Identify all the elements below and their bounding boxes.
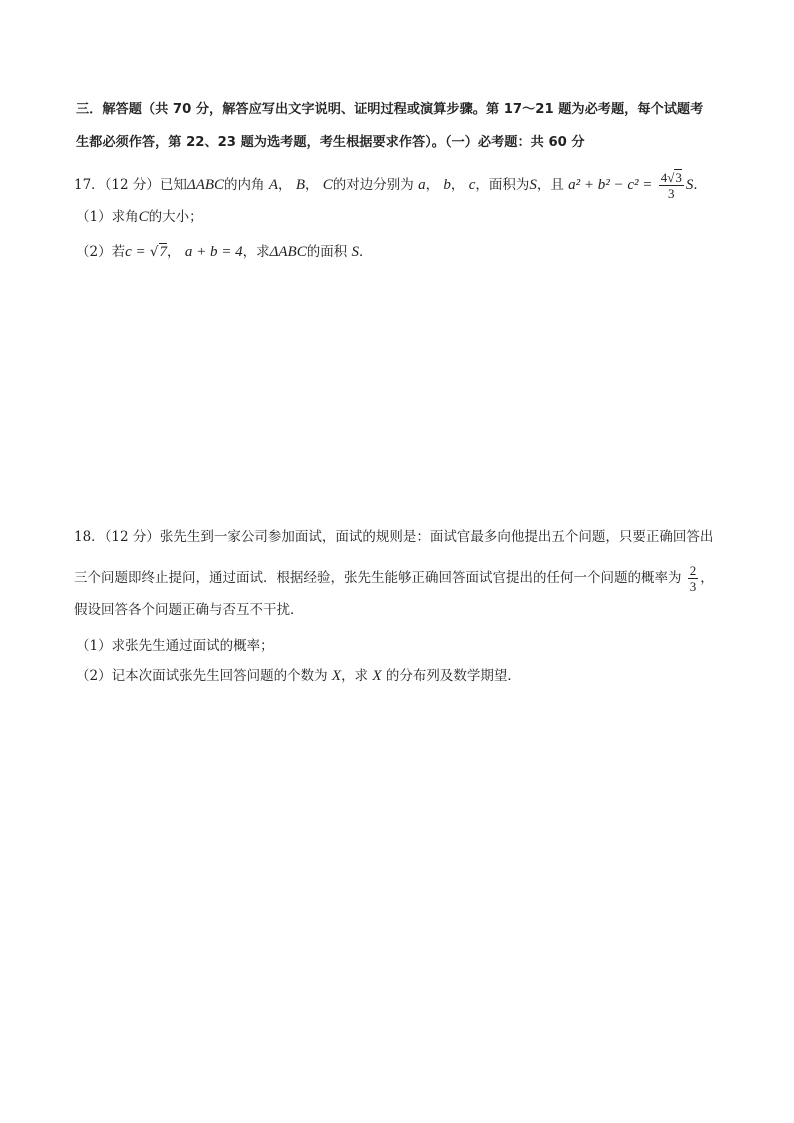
q17-equation-lhs: a² + b² − c² = bbox=[568, 177, 653, 193]
q17-part2-c: c = bbox=[125, 244, 146, 260]
section-header-line-1: 三．解答题（共 70 分，解答应写出文字说明、证明过程或演算步骤。第 17～21 题为必考题，每个试题考 bbox=[76, 102, 704, 117]
q18-part2-prefix: （2）记本次面试张先生回答问题的个数为 bbox=[76, 668, 328, 684]
q17-b: b bbox=[443, 177, 451, 193]
q17-prefix: 17．（12 分）已知 bbox=[74, 177, 187, 193]
q17-text2: 的对边分别为 bbox=[332, 177, 414, 193]
q17-part1-prefix: （1）求角 bbox=[76, 209, 139, 225]
question-17-part-1 bbox=[76, 207, 203, 227]
q18-prob-denominator: 3 bbox=[689, 579, 697, 594]
q17-B: B bbox=[295, 177, 305, 193]
q17-C: C bbox=[322, 177, 333, 193]
question-18-line-1: 18．（12 分）张先生到一家公司参加面试，面试的规则是：面试官最多向他提出五个问题，只要正确回答出 bbox=[74, 529, 714, 545]
q18-line2-text: 三个问题即终止提问，通过面试．根据经验，张先生能够正确回答面试官提出的任何一个问题的概率为 bbox=[74, 570, 682, 586]
q17-fraction bbox=[659, 170, 684, 201]
q17-fraction-denominator: 3 bbox=[668, 186, 675, 201]
q17-S: S bbox=[529, 177, 537, 193]
section-header-line-2: 生都必须作答，第 22、23 题为选考题，考生根据要求作答）。（一）必考题：共 60 分 bbox=[76, 135, 585, 150]
question-17-stem: 17．（12 分）已知ΔABC的内角 A， B， C的对边分别为 a， b， c，面积为S，且 a² + b² − c² = $\frac{4√3}{3}$ S． bbox=[74, 170, 707, 201]
q17-c: c bbox=[468, 177, 476, 193]
q17-text1: 的内角 bbox=[224, 177, 265, 193]
q17-part2-sum: a + b = 4 bbox=[184, 244, 243, 260]
q18-prob-numerator: 2 bbox=[689, 563, 697, 578]
question-17-part-2: （2）若c = √7， a + b = 4，求ΔABC的面积 S． bbox=[76, 244, 373, 260]
q17-part2-S: S bbox=[351, 244, 360, 260]
q18-probability-fraction bbox=[688, 563, 699, 594]
q17-part2-triangle: ΔABC bbox=[269, 244, 307, 260]
q17-fraction-numerator: 4√3 bbox=[660, 170, 682, 185]
q18-part2-suffix: 的分布列及数学期望． bbox=[385, 668, 521, 684]
q17-equation-rhs: S bbox=[685, 177, 694, 193]
q17-triangle: ΔABC bbox=[186, 177, 225, 193]
question-18-part-2 bbox=[76, 666, 521, 686]
q17-part2-prefix: （2）若 bbox=[76, 244, 126, 260]
q18-part2-X2: X bbox=[372, 668, 382, 684]
question-18-line-3: 假设回答各个问题正确与否互不干扰． bbox=[74, 602, 304, 618]
q17-part2-text2: 的面积 bbox=[306, 244, 348, 260]
q18-part2-X: X bbox=[331, 668, 342, 684]
q17-part2-text: ，求 bbox=[242, 244, 270, 260]
question-18-part-1: （1）求张先生通过面试的概率； bbox=[76, 638, 274, 654]
q17-part1-var: C bbox=[138, 209, 149, 225]
q17-text4: ，且 bbox=[536, 177, 564, 193]
q17-text3: ，面积为 bbox=[475, 177, 530, 193]
q17-part2-radicand: 7 bbox=[159, 244, 168, 260]
q17-a: a bbox=[418, 177, 426, 193]
q17-A: A bbox=[268, 177, 279, 193]
q18-part2-mid: ，求 bbox=[341, 668, 369, 684]
question-18-line-2: 三个问题即终止提问，通过面试．根据经验，张先生能够正确回答面试官提出的任何一个问题的概率为 $\frac{2}{3}$ ， bbox=[74, 563, 714, 594]
q17-part1-suffix: 的大小； bbox=[148, 209, 203, 225]
